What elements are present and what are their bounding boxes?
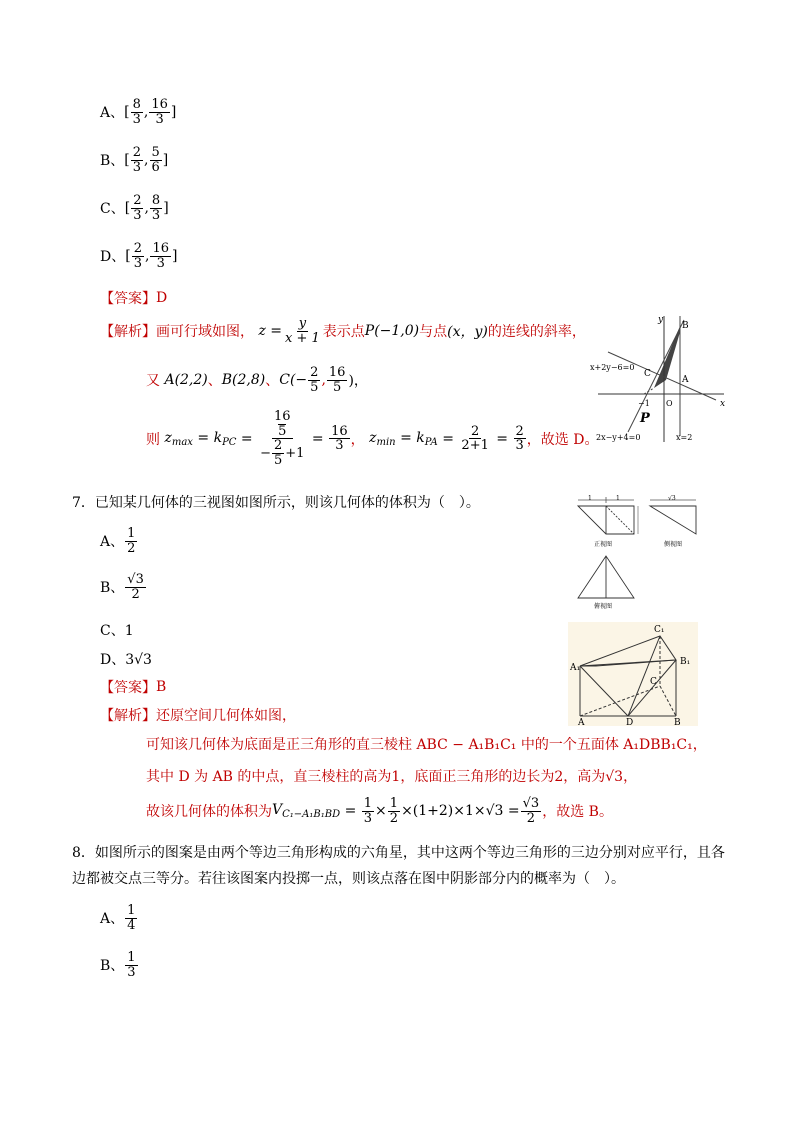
q7-option-d: D、3√3 <box>100 652 152 668</box>
dim-1: 1 <box>588 495 592 502</box>
q7-option-a: A、 $\frac{1}{2}$ <box>100 526 136 556</box>
q6-analysis-line3: 则 $z_{max}$ = $k_{PC}$ = 16 5 − $\frac{2}{5}$ +1 = $\frac{16}{3}$ ， $z_{min}$ = $k_{PA}$ = $\frac{2}{2+1}$ = $\frac{2}{3}$ ，故选 D。 <box>146 409 599 468</box>
label-C1: C₁ <box>654 625 665 635</box>
q6-analysis-line1: 【解析】 画可行域如图， z = $\frac{y}{x + 1}$ 表示点 P(−1,0) 与点 (x，y) 的连线的斜率， <box>100 316 586 346</box>
label-B: B <box>674 718 681 726</box>
q7-stem: 7．已知某几何体的三视图如图所示，则该几何体的体积为（ ）。 <box>72 495 480 511</box>
line-x-2y <box>608 352 716 400</box>
label-O: O <box>666 399 673 408</box>
side-view-label: 侧视图 <box>664 541 683 548</box>
dim-2: 1 <box>616 495 620 502</box>
q6-option-a: A、 [ $\frac{8}{3}$ , $\frac{16}{3}$ ] <box>100 97 177 127</box>
label-B1: B₁ <box>680 657 691 667</box>
q7-three-views-figure <box>572 494 722 612</box>
q6-option-d: D、 [ $\frac{2}{3}$ , $\frac{16}{3}$ ] <box>100 241 178 271</box>
front-view-label: 正视图 <box>594 541 613 548</box>
label-line3: x=2 <box>676 433 693 442</box>
q7-analysis-line3: 其中 D 为 AB 的中点，直三棱柱的高为1，底面正三角形的边长为2，高为√3， <box>146 769 638 785</box>
label-B: B <box>682 321 689 331</box>
q7-option-c: C、1 <box>100 623 134 639</box>
q8-stem-line2: 边都被交点三等分。若往该图案内投掷一点，则该点落在图中阴影部分内的概率为（ ）。 <box>72 871 625 887</box>
q6-option-b: B、 [ $\frac{2}{3}$ , $\frac{5}{6}$ ] <box>100 145 169 175</box>
q8-option-b: B、 $\frac{1}{3}$ <box>100 950 136 980</box>
q7-analysis-line1: 【解析】 还原空间几何体如图， <box>100 708 296 724</box>
q6-analysis-line2: 又 A(2,2) 、 B(2,8) 、 C(− $\frac{2}{5}$ , $\frac{16}{5}$ )， <box>146 365 368 395</box>
label-line2: 2x−y+4=0 <box>596 433 641 442</box>
label-P: P <box>640 411 650 426</box>
label-C: C <box>644 369 651 379</box>
x-label: x <box>720 399 726 409</box>
q7-option-b: B、 $\frac{√3}{2}$ <box>100 572 144 602</box>
label-line1: x+2y−6=0 <box>590 363 635 372</box>
q7-analysis-line2: 可知该几何体为底面是正三角形的直三棱柱 ABC − A₁B₁C₁ 中的一个五面体 A₁DBB₁C₁， <box>146 737 707 753</box>
label-A: A <box>682 375 689 385</box>
label-C: C <box>650 677 657 687</box>
q6-option-c: C、 [ $\frac{2}{3}$ , $\frac{8}{3}$ ] <box>100 193 169 223</box>
top-view-label: 俯视图 <box>594 603 613 610</box>
q6-answer: 【答案】 D <box>100 290 168 307</box>
label-A1: A₁ <box>570 663 581 673</box>
label-neg1: −1 <box>638 399 650 408</box>
q8-option-a: A、 $\frac{1}{4}$ <box>100 903 136 933</box>
q6-feasible-region-graph <box>588 312 728 450</box>
dim-3: √3 <box>668 495 676 502</box>
y-label: y <box>658 315 664 325</box>
q7-analysis-line4: 故该几何体的体积为 $V_{C_1-A_1B_1BD}$ = $\frac{1}{3}$ × $\frac{1}{2}$ ×(1+2)×1×√3 = $\frac{√3}{2}$ ，故选 B。 <box>146 796 613 826</box>
side-view <box>650 506 696 534</box>
line-2x-y <box>628 320 684 432</box>
q7-answer: 【答案】 B <box>100 679 167 696</box>
label-A: A <box>578 718 585 726</box>
q8-stem-line1: 8．如图所示的图案是由两个等边三角形构成的六角星，其中这两个等边三角形的三边分别对应平行，且各 <box>72 845 725 861</box>
q7-solid-figure <box>568 622 698 726</box>
label-D: D <box>626 718 634 726</box>
